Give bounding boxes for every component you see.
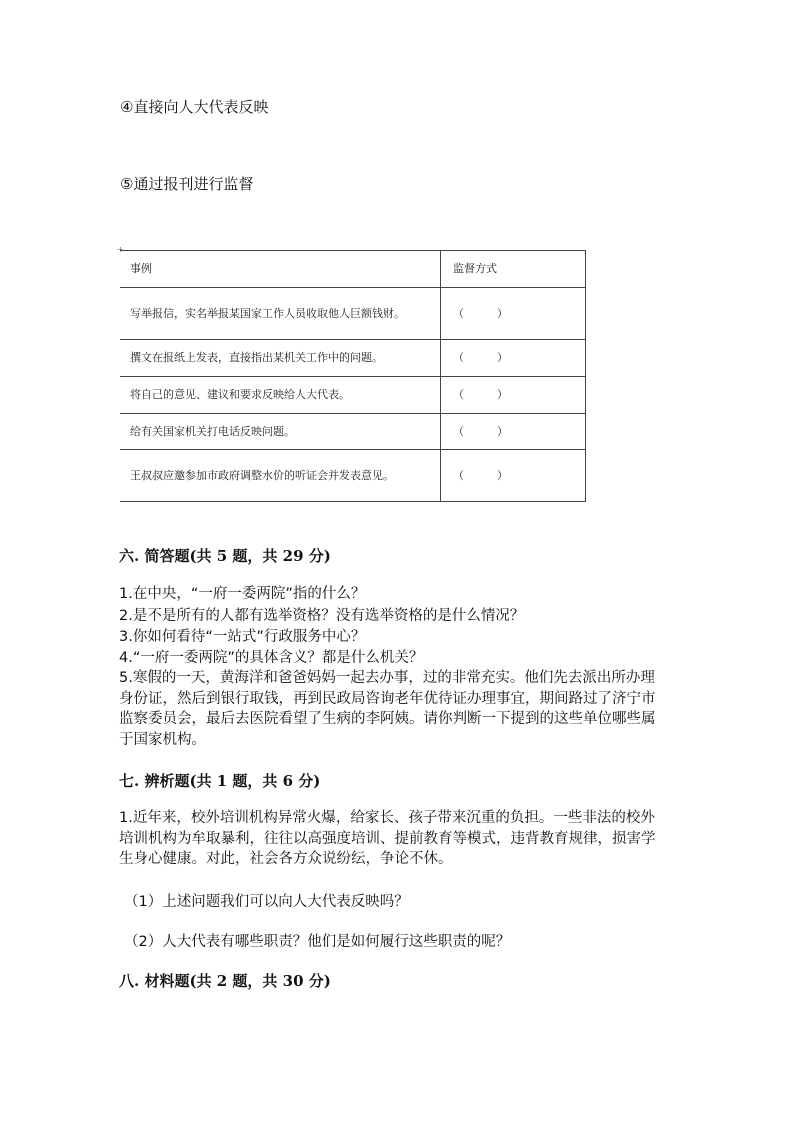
case-cell: 将自己的意见、建议和要求反映给人大代表。 — [120, 377, 441, 414]
question-7-1-part-1: （1）上述问题我们可以向人大代表反映吗？ — [124, 894, 409, 910]
section-8-title: 八. 材料题(共 2 题，共 30 分) — [119, 972, 331, 990]
table-row — [120, 450, 586, 502]
table-header-row — [120, 251, 586, 288]
option-5: ⑤通过报刊进行监督 — [120, 175, 254, 193]
case-cell: 王叔叔应邀参加市政府调整水价的听证会并发表意见。 — [120, 450, 441, 502]
table-row — [120, 377, 586, 414]
table-anchor-mark: + — [117, 245, 124, 254]
answer-blank: （ ） — [441, 377, 586, 414]
option-4: ④直接向人大代表反映 — [120, 98, 269, 116]
case-cell: 撰文在报纸上发表，直接指出某机关工作中的问题。 — [120, 340, 441, 377]
section-7-title: 七. 辨析题(共 1 题，共 6 分) — [119, 772, 321, 790]
question-6-1: 1.在中央，“一府一委两院”指的什么？ — [119, 586, 366, 602]
question-6-4: 4.“一府一委两院”的具体含义？都是什么机关？ — [119, 650, 424, 666]
supervision-table — [120, 250, 586, 502]
question-6-3: 3.你如何看待“一站式”行政服务中心？ — [119, 629, 366, 645]
question-6-5: 5.寒假的一天，黄海洋和爸爸妈妈一起去办事，过的非常充实。他们先去派出所办理身份证，然后到银行取钱，再到民政局咨询老年优待证办理事宜，期间路过了济宁市监察委员会，最后去医院看望了生病的李阿姨。请你判断一下提到的这些单位哪些属于国家机构。 — [119, 670, 656, 748]
answer-blank: （ ） — [441, 340, 586, 377]
answer-blank: （ ） — [441, 288, 586, 340]
section-6-title: 六. 简答题(共 5 题，共 29 分) — [119, 547, 331, 565]
question-6-2: 2.是不是所有的人都有选举资格？没有选举资格的是什么情况？ — [119, 608, 525, 624]
answer-blank: （ ） — [441, 414, 586, 450]
table-row — [120, 340, 586, 377]
header-method: 监督方式 — [441, 251, 586, 288]
case-cell: 给有关国家机关打电话反映问题。 — [120, 414, 441, 450]
table-row — [120, 288, 586, 340]
header-case: 事例 — [120, 251, 441, 288]
answer-blank: （ ） — [441, 450, 586, 502]
case-cell: 写举报信，实名举报某国家工作人员收取他人巨额钱财。 — [120, 288, 441, 340]
question-7-1-part-2: （2）人大代表有哪些职责？他们是如何履行这些职责的呢？ — [124, 934, 511, 950]
table-row — [120, 414, 586, 450]
question-7-1: 1.近年来，校外培训机构异常火爆，给家长、孩子带来沉重的负担。一些非法的校外培训机构为牟取暴利，往往以高强度培训、提前教育等模式，违背教育规律，损害学生身心健康。对此，社会各方众说纷纭，争论不休。 — [119, 810, 656, 867]
